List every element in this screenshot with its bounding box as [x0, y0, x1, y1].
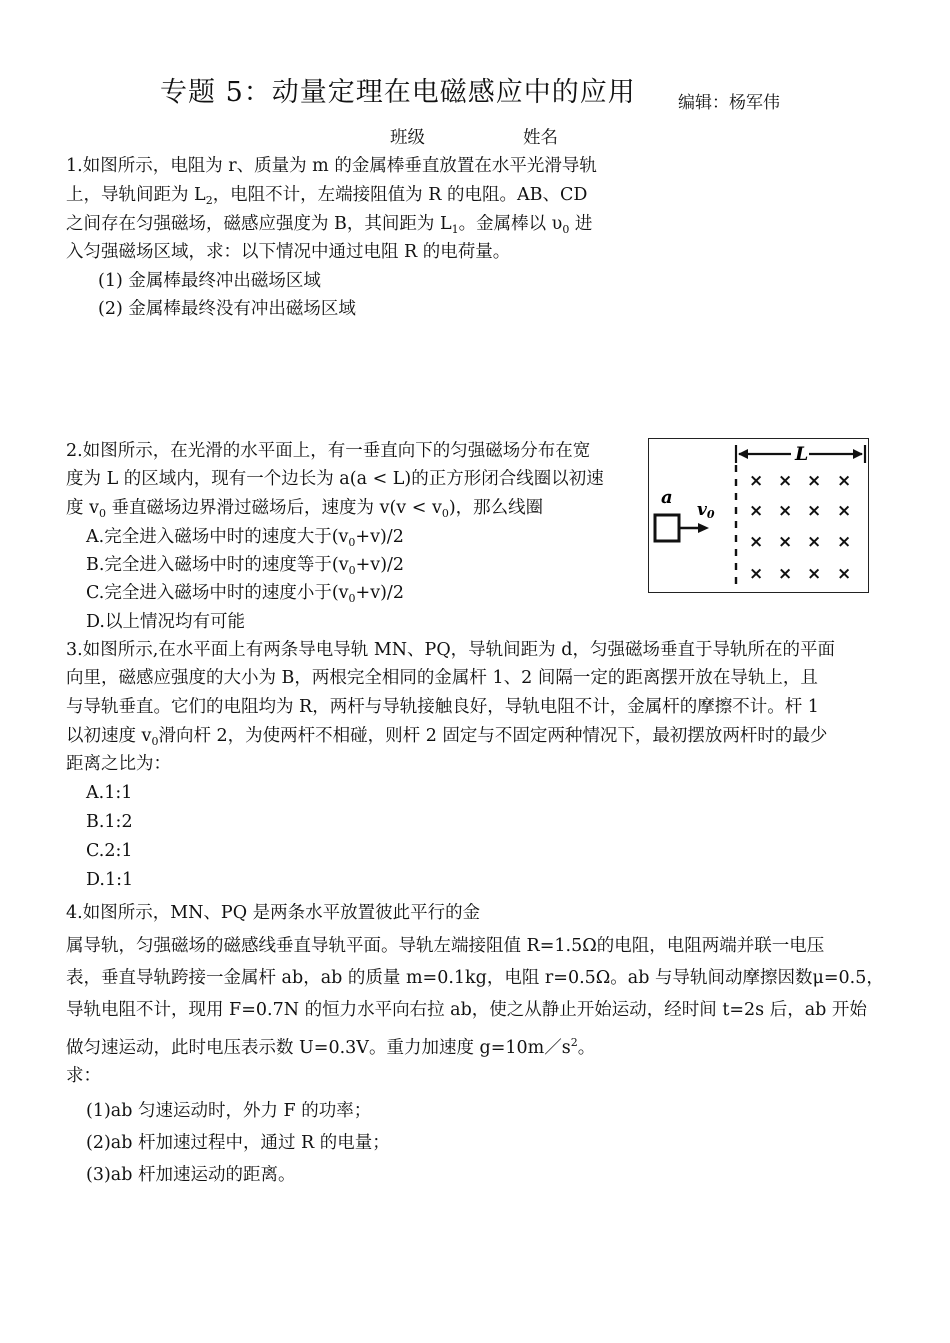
field-cross: ×	[778, 471, 793, 491]
field-cross: ×	[837, 471, 852, 491]
q1-subquestion-2: (2) 金属棒最终没有冲出磁场区域	[98, 299, 356, 319]
field-cross: ×	[778, 532, 793, 552]
field-cross: ×	[778, 501, 793, 521]
velocity-label: v0	[697, 500, 715, 521]
q3-line-5: 距离之比为：	[66, 754, 171, 774]
q3-line-3: 与导轨垂直。它们的电阻均为 R，两杆与导轨接触良好，导轨电阻不计，金属杆的摩擦不计。杆 1	[66, 697, 819, 717]
q1-subquestion-1: (1) 金属棒最终冲出磁场区域	[98, 271, 321, 291]
q2-line-3: 度 $v_0$ 垂直磁场边界滑过磁场后，速度为 $v(v < v_0)$，那么线圈	[66, 498, 544, 520]
q4-subquestion-1: (1)ab 匀速运动时，外力 F 的功率；	[86, 1101, 372, 1121]
field-cross: ×	[749, 471, 764, 491]
q4-line-6: 求：	[66, 1066, 101, 1086]
page-title: 专题 5：动量定理在电磁感应中的应用	[160, 77, 636, 108]
q2-figure	[648, 438, 869, 593]
field-cross: ×	[749, 532, 764, 552]
q4-line-4: 导轨电阻不计，现用 F=0.7N 的恒力水平向右拉 ab，使之从静止开始运动，经时间 t=2s 后，ab 开始	[66, 1000, 867, 1020]
coil-side-label: a	[661, 487, 673, 508]
width-arrow-left-head	[738, 449, 748, 459]
field-cross: ×	[749, 501, 764, 521]
q1-line-4: 入匀强磁场区域，求：以下情况中通过电阻 R 的电荷量。	[66, 242, 511, 262]
field-cross: ×	[837, 564, 852, 584]
q2-option-d: D.以上情况均有可能	[86, 612, 245, 632]
width-label: L	[795, 443, 809, 465]
field-cross: ×	[807, 501, 822, 521]
field-cross: ×	[837, 532, 852, 552]
q2-line-2: 度为 L 的区域内，现有一个边长为 a(a < L)的正方形闭合线圈以初速	[66, 469, 604, 489]
q2-figure-drawing	[649, 439, 868, 592]
q2-option-a: A.完全进入磁场中时的速度大于$(v_0+v)/2$	[86, 527, 404, 549]
square-coil	[655, 515, 679, 541]
q4-line-5: 做匀速运动，此时电压表示数 U=0.3V。重力加速度 $g=10m/s^2$。	[66, 1036, 596, 1058]
class-label: 班级	[390, 128, 425, 148]
q2-option-b: B.完全进入磁场中时的速度等于$(v_0+v)/2$	[86, 555, 405, 577]
q3-option-b: B.1:2	[86, 812, 133, 832]
field-cross: ×	[807, 532, 822, 552]
q1-line-3: 之间存在匀强磁场，磁感应强度为 B，其间距为 $L_1$。金属棒以 $\upsilon_0$ 进	[66, 214, 593, 236]
q4-subquestion-3: (3)ab 杆加速运动的距离。	[86, 1165, 296, 1185]
field-cross: ×	[807, 564, 822, 584]
name-label: 姓名	[523, 128, 558, 148]
q3-option-c: C.2:1	[86, 841, 133, 861]
field-cross: ×	[749, 564, 764, 584]
q2-line-1: 2.如图所示，在光滑的水平面上，有一垂直向下的匀强磁场分布在宽	[66, 441, 591, 461]
q3-line-1: 3.如图所示,在水平面上有两条导电导轨 MN、PQ，导轨间距为 d，匀强磁场垂直于导轨所在的平面	[66, 640, 835, 660]
editor-credit: 编辑：杨军伟	[678, 93, 780, 113]
velocity-arrow-head	[698, 523, 709, 533]
q1-line-1: 1.如图所示，电阻为 r、质量为 m 的金属棒垂直放置在水平光滑导轨	[66, 156, 597, 176]
q4-line-3: 表，垂直导轨跨接一金属杆 ab，ab 的质量 m=0.1kg，电阻 r=0.5Ω。ab 与导轨间动摩擦因数μ=0.5，	[66, 968, 884, 988]
q1-line-2: 上，导轨间距为 $L_2$，电阻不计，左端接阻值为 R 的电阻。AB、CD	[66, 185, 588, 207]
field-cross: ×	[807, 471, 822, 491]
field-cross: ×	[778, 564, 793, 584]
q3-option-a: A.1:1	[86, 783, 133, 803]
q3-line-2: 向里，磁感应强度的大小为 B，两根完全相同的金属杆 1、2 间隔一定的距离摆开放在导轨上，且	[66, 668, 818, 688]
q3-option-d: D.1:1	[86, 870, 134, 890]
magnetic-field-crosses	[749, 471, 851, 584]
q4-subquestion-2: (2)ab 杆加速过程中，通过 R 的电量；	[86, 1133, 390, 1153]
q4-line-2: 属导轨，匀强磁场的磁感线垂直导轨平面。导轨左端接阻值 R=1.5Ω的电阻，电阻两端并联一电压	[66, 936, 825, 956]
width-arrow-right-head	[853, 449, 863, 459]
q2-option-c: C.完全进入磁场中时的速度小于$(v_0+v)/2$	[86, 583, 404, 605]
field-cross: ×	[837, 501, 852, 521]
q3-line-4: 以初速度 $v_0$滑向杆 2，为使两杆不相碰，则杆 2 固定与不固定两种情况下，最初摆放两杆时的最少	[66, 726, 828, 748]
q4-line-1: 4.如图所示，MN、PQ 是两条水平放置彼此平行的金	[66, 903, 481, 923]
